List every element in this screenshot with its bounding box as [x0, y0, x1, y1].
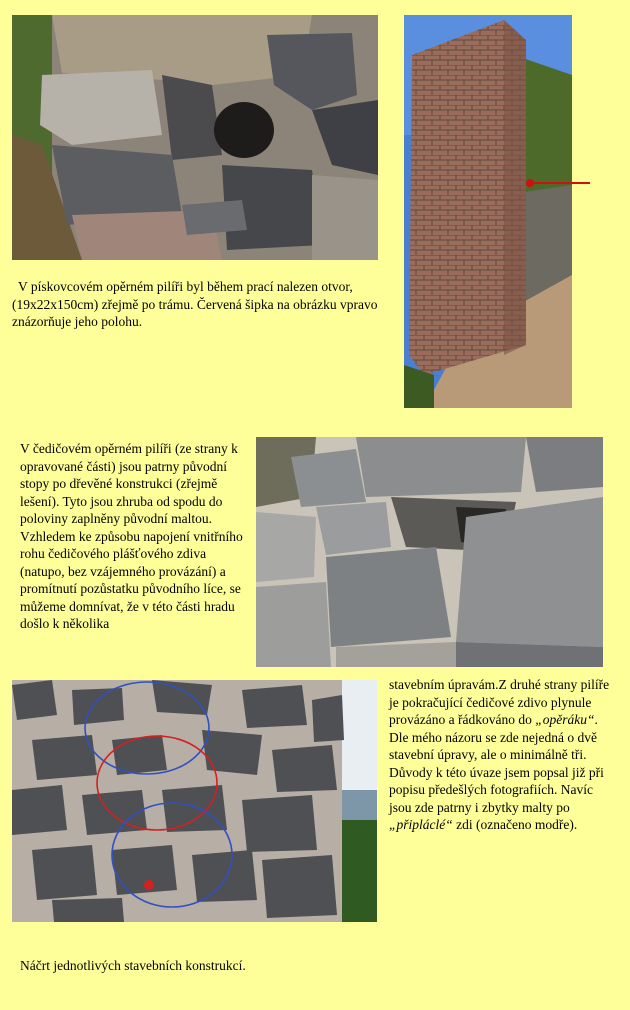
photo-wall-annotated — [12, 680, 377, 922]
term-priplacle: „připláclé“ — [389, 817, 453, 832]
photo-brick-pillar — [404, 15, 572, 408]
term-operak: „opěráku“ — [535, 712, 595, 727]
photo-sandstone-opening — [12, 15, 378, 260]
continuation-part3: zdi (označeno modře). — [452, 817, 578, 832]
red-arrow-indicator — [530, 182, 590, 184]
red-arrow-head — [526, 179, 534, 187]
description-continuation — [389, 676, 611, 834]
continuation-part2: . Dle mého názoru se zde nejedná o dvě stavební úpravy, ale o minimálně tři. Důvody k této úvaze jsem popsal již při popisu předešlých fotografiích. Navíc jsou zde patrny i zbytky malty po — [389, 712, 604, 815]
sketch-caption: Náčrt jednotlivých stavebních konstrukcí. — [20, 958, 246, 973]
photo-basalt-pillar — [256, 437, 603, 667]
description-basalt-pillar: V čedičovém opěrném pilíři (ze strany k opravované části) jsou patrny původní stopy po dřevěné konstrukci (zřejmě lešení). Tyto jsou zhruba od spodu do poloviny zaplněny původní maltou. Vzhledem ke způsobu napojení vnitřního rohu čedičového plášťového zdiva (natupo, bez vzájemného provázání) a promítnutí pozůstatku původního líce, se můžeme domnívat, že v této části hradu došlo k několika — [20, 441, 243, 631]
continuation-part1: stavebním úpravám.Z druhé strany pilíře je pokračující čedičové zdivo plynule provázáno a řádkováno do — [389, 677, 610, 727]
description-sandstone: V pískovcovém opěrném pilíři byl během prací nalezen otvor, (19x22x150cm) zřejmě po trámu. Červená šipka na obrázku vpravo znázorňuje jeho polohu. — [12, 279, 378, 329]
